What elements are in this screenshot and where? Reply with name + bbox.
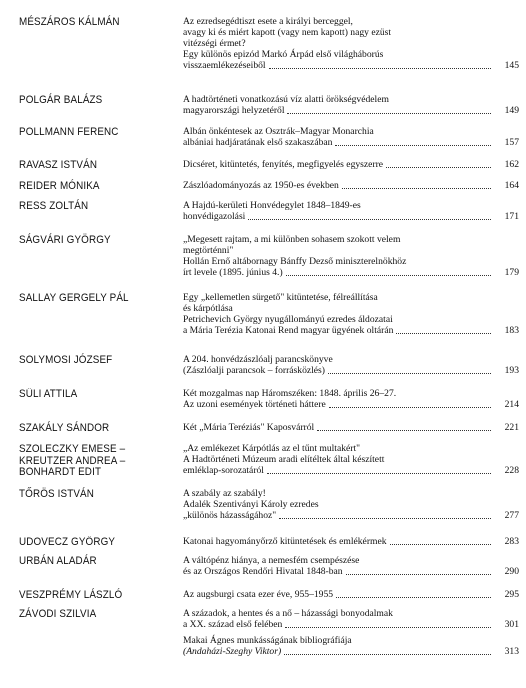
article-title-line: A századok, a hentes és a nő – házassági bonyodalmak	[183, 608, 393, 619]
article-title-last-line	[183, 618, 519, 631]
dot-leader	[342, 188, 491, 189]
author-name: REIDER MÓNIKA	[19, 180, 100, 192]
page-number: 283	[504, 536, 519, 547]
article-item	[183, 388, 519, 411]
article-title-line: írt levele (1895. június 4.)	[183, 266, 283, 278]
article-item	[183, 443, 519, 477]
article-title-line: visszaemlékezéseiből	[183, 59, 266, 71]
page-number: 179	[504, 266, 519, 278]
author-name: POLLMANN FERENC	[19, 126, 119, 138]
article-item	[183, 292, 519, 337]
article-title-last-line	[183, 136, 519, 149]
dot-leader	[328, 373, 491, 374]
article-title-line: és kárpótlása	[183, 302, 233, 314]
dot-leader	[396, 333, 491, 334]
article-item	[183, 354, 519, 377]
article-item	[183, 234, 519, 279]
article-title-last-line	[183, 104, 519, 117]
article-title-last-line	[183, 324, 519, 337]
article-title-line: Dicséret, kitüntetés, fenyítés, megfigyelés egyszerre	[183, 159, 384, 170]
article-title-line: (Zászlóalji parancsok – forrásközlés)	[183, 364, 325, 376]
dot-leader	[286, 275, 491, 276]
dot-leader	[390, 544, 491, 545]
article-list	[183, 555, 519, 578]
article-title-last-line	[183, 266, 519, 279]
author-name: URBÁN ALADÁR	[19, 555, 97, 567]
article-item	[183, 422, 519, 434]
page-number: 145	[504, 59, 519, 71]
author-name: RAVASZ ISTVÁN	[19, 159, 98, 171]
article-title-last-line	[183, 509, 519, 522]
article-title-line: A 204. honvédzászlóalj parancskönyve	[183, 354, 333, 365]
article-title-last-line	[183, 364, 519, 377]
article-list	[183, 354, 519, 377]
article-list	[183, 292, 519, 337]
dot-leader	[335, 145, 491, 146]
dot-leader	[248, 219, 491, 220]
article-title-last-line	[183, 398, 519, 411]
article-title-line: A szabály az szabály!	[183, 488, 266, 499]
article-list	[183, 589, 519, 601]
article-title-line: A hadtörténeti vonatkozású víz alatti örökségvédelem	[183, 94, 389, 105]
dot-leader	[269, 68, 491, 69]
author-name: SÜLI ATTILA	[19, 388, 78, 400]
page-number: 193	[504, 364, 519, 376]
page-number: 313	[504, 645, 519, 657]
author-name: VESZPRÉMY LÁSZLÓ	[19, 589, 123, 601]
article-title-line: Albán önkéntesek az Osztrák–Magyar Monarchia	[183, 126, 374, 137]
article-title-line: Makai Ágnes munkásságának bibliográfiája	[183, 634, 352, 646]
article-title-line: magyarországi helyzetéről	[183, 104, 285, 116]
article-item	[183, 159, 519, 171]
article-title-line: Petrichevich György nyugállományú ezredes áldozatai	[183, 313, 393, 325]
dot-leader	[287, 113, 491, 114]
article-list	[183, 126, 519, 149]
page-number: 277	[504, 509, 519, 521]
article-item	[183, 634, 519, 658]
article-item	[183, 608, 519, 631]
page-number: 183	[504, 324, 519, 336]
article-title-line: „Az emlékezet Kárpótlás az el tűnt multakért"	[183, 443, 361, 454]
dot-leader	[336, 597, 491, 598]
article-item	[183, 200, 519, 223]
article-list	[183, 16, 519, 72]
article-item	[183, 488, 519, 522]
article-title-last-line	[183, 422, 519, 434]
article-list	[183, 388, 519, 411]
article-title-line: a XX. század első felében	[183, 618, 283, 630]
article-title-last-line	[183, 210, 519, 223]
article-item	[183, 180, 519, 192]
article-title-line: Katonai hagyományőrző kitüntetések és emlékérmek	[183, 536, 387, 547]
article-title-line: a Mária Terézia Katonai Rend magyar ügyének oltárán	[183, 324, 394, 336]
article-title-line: Az ezredsegédtiszt esete a királyi berceggel,	[183, 16, 353, 27]
dot-leader	[317, 430, 491, 431]
author-name: ZÁVODI SZILVIA	[19, 608, 97, 620]
dot-leader	[346, 574, 491, 575]
author-name: RESS ZOLTÁN	[19, 200, 89, 212]
author-name: POLGÁR BALÁZS	[19, 94, 103, 106]
article-title-line: (Andaházi-Szeghy Viktor)	[183, 645, 282, 657]
article-title-line: Az augsburgi csata ezer éve, 955–1955	[183, 589, 334, 600]
article-item	[183, 536, 519, 548]
article-title-line: honvédigazolási	[183, 210, 246, 222]
author-name: SZAKÁLY SÁNDOR	[19, 422, 110, 434]
article-title-line: albániai hadjáratának első szakaszában	[183, 136, 333, 148]
dot-leader	[285, 627, 491, 628]
article-item	[183, 589, 519, 601]
page-number: 149	[504, 104, 519, 116]
dot-leader	[329, 407, 491, 408]
article-title-last-line	[183, 589, 519, 601]
article-title-line: avagy ki és miért kapott (vagy nem kapott) nagy ezüst	[183, 26, 392, 38]
author-name: SZOLECZKY EMESE – KREUTZER ANDREA – BONHARDT EDIT	[19, 443, 126, 478]
page-number: 171	[504, 210, 519, 222]
article-list	[183, 180, 519, 192]
page-number: 164	[504, 180, 519, 191]
article-title-line: emléklap-sorozatáról	[183, 464, 264, 476]
dot-leader	[267, 473, 491, 474]
article-title-line: Zászlóadományozás az 1950-es években	[183, 180, 339, 191]
author-name: SOLYMOSI JÓZSEF	[19, 354, 113, 366]
page-number: 301	[504, 618, 519, 630]
author-name: MÉSZÁROS KÁLMÁN	[19, 16, 120, 28]
article-title-line: Egy „kellemetlen sürgető" kitüntetése, félreállítása	[183, 292, 378, 303]
article-list	[183, 443, 519, 477]
article-title-line: és az Országos Rendőri Hivatal 1848-ban	[183, 565, 343, 577]
article-title-line: Egy különös epizód Markó Árpád első világháborús	[183, 48, 384, 60]
article-title-last-line	[183, 180, 519, 192]
article-title-last-line	[183, 645, 519, 658]
article-list	[183, 200, 519, 223]
article-title-line: A Hadtörténeti Múzeum aradi elítéltek által készített	[183, 453, 385, 465]
article-title-line: Hollán Ernő altábornagy Bánffy Dezső miniszterelnökhöz	[183, 255, 407, 267]
article-title-line: Két „Mária Teréziás" Kaposvárról	[183, 422, 315, 433]
article-title-line: megtörténni"	[183, 244, 234, 256]
article-title-last-line	[183, 536, 519, 548]
dot-leader	[279, 518, 491, 519]
page-number: 228	[504, 464, 519, 476]
author-name: SALLAY GERGELY PÁL	[19, 292, 129, 304]
dot-leader	[386, 167, 491, 168]
article-title-last-line	[183, 59, 519, 72]
article-title-line: Adalék Szentiványi Károly ezredes	[183, 498, 319, 510]
article-title-line: Két mozgalmas nap Háromszéken: 1848. április 26–27.	[183, 388, 397, 399]
dot-leader	[284, 654, 491, 655]
article-list	[183, 608, 519, 658]
author-name: SÁGVÁRI GYÖRGY	[19, 234, 111, 246]
page-number: 221	[504, 422, 519, 433]
article-list	[183, 234, 519, 279]
article-title-line: vitézségi érmet?	[183, 37, 246, 49]
article-title-line: „különös házasságához"	[183, 509, 277, 521]
page-number: 162	[504, 159, 519, 170]
article-item	[183, 555, 519, 578]
article-list	[183, 536, 519, 548]
article-item	[183, 16, 519, 72]
article-title-line: „Megesett rajtam, a mi különben sohasem szokott velem	[183, 234, 401, 245]
article-item	[183, 94, 519, 117]
article-title-last-line	[183, 565, 519, 578]
article-title-line: A Hajdú-kerületi Honvédegylet 1848–1849-es	[183, 200, 361, 211]
article-title-line: Az uzoni események történeti háttere	[183, 398, 326, 410]
article-list	[183, 94, 519, 117]
article-item	[183, 126, 519, 149]
page-number: 214	[504, 398, 519, 410]
article-title-last-line	[183, 159, 519, 171]
page-number: 295	[504, 589, 519, 600]
author-name: UDOVECZ GYÖRGY	[19, 536, 116, 548]
article-list	[183, 488, 519, 522]
article-title-line: A váltópénz hiánya, a nemesfém csempészése	[183, 555, 360, 566]
page-number: 290	[504, 565, 519, 577]
article-list	[183, 159, 519, 171]
article-title-last-line	[183, 464, 519, 477]
page-number: 157	[504, 136, 519, 148]
article-list	[183, 422, 519, 434]
author-name: TŐRÖS ISTVÁN	[19, 488, 95, 500]
